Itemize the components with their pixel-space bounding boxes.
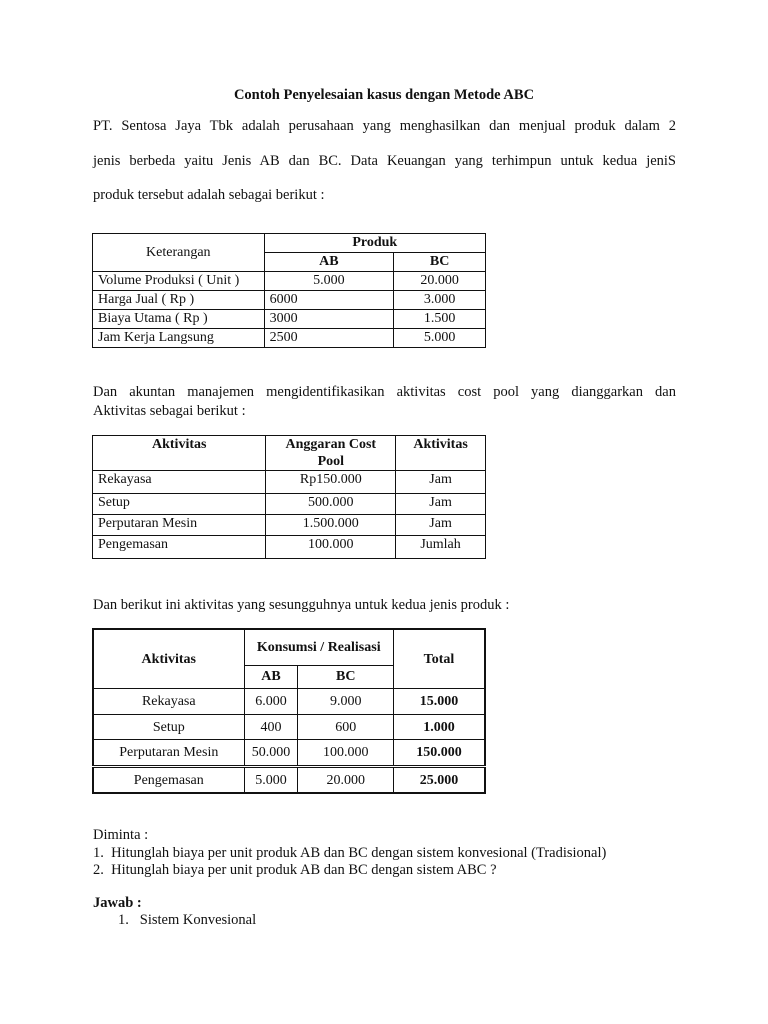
- header-aktivitas: Aktivitas: [93, 436, 266, 471]
- intro-line-1: PT. Sentosa Jaya Tbk adalah perusahaan yang menghasilkan dan menjual produk dalam 2: [93, 118, 676, 134]
- row-label: Harga Jual ( Rp ): [93, 291, 265, 310]
- header-produk: Produk: [264, 234, 485, 253]
- row-total: 25.000: [393, 767, 485, 794]
- row-label: Volume Produksi ( Unit ): [93, 272, 265, 291]
- row-ab: 5.000: [264, 272, 394, 291]
- table-row: [93, 715, 485, 740]
- row-aktivitas: Pengemasan: [93, 767, 244, 794]
- table-row: [93, 291, 486, 310]
- table-row: [93, 329, 486, 348]
- table-row: [93, 740, 485, 767]
- row-satuan: Jam: [396, 515, 486, 536]
- row-bc: 20.000: [298, 767, 393, 794]
- table-row: [93, 471, 486, 494]
- header-anggaran: Anggaran Cost Pool: [266, 436, 396, 471]
- table-row: [93, 767, 485, 794]
- row-ab: 2500: [264, 329, 394, 348]
- header-ab: AB: [264, 253, 394, 272]
- table-row: [93, 494, 486, 515]
- row-aktivitas: Perputaran Mesin: [93, 740, 244, 767]
- row-bc: 20.000: [394, 272, 486, 291]
- row-total: 150.000: [393, 740, 485, 767]
- para3: Dan berikut ini aktivitas yang sesungguhnya untuk kedua jenis produk :: [93, 597, 510, 613]
- header-total: Total: [393, 629, 485, 689]
- header-aktivitas-unit: Aktivitas: [396, 436, 486, 471]
- diminta-label: Diminta :: [93, 827, 149, 843]
- header-konsumsi: Konsumsi / Realisasi: [244, 629, 393, 665]
- row-anggaran: Rp150.000: [266, 471, 396, 494]
- intro-line-3: produk tersebut adalah sebagai berikut :: [93, 187, 325, 203]
- row-aktivitas: Pengemasan: [93, 536, 266, 559]
- row-total: 1.000: [393, 715, 485, 740]
- row-satuan: Jam: [396, 494, 486, 515]
- row-anggaran: 100.000: [266, 536, 396, 559]
- actual-activity-table: [92, 628, 486, 794]
- row-aktivitas: Perputaran Mesin: [93, 515, 266, 536]
- table-row: [93, 515, 486, 536]
- row-bc: 5.000: [394, 329, 486, 348]
- row-label: Jam Kerja Langsung: [93, 329, 265, 348]
- row-ab: 3000: [264, 310, 394, 329]
- row-bc: 9.000: [298, 689, 393, 715]
- row-bc: 1.500: [394, 310, 486, 329]
- row-aktivitas: Setup: [93, 494, 266, 515]
- header-bc: BC: [298, 665, 393, 688]
- table-row: [93, 536, 486, 559]
- jawab-item-1: 1. Sistem Konvesional: [118, 912, 257, 928]
- cost-pool-table: [92, 435, 486, 559]
- row-aktivitas: Setup: [93, 715, 244, 740]
- row-anggaran: 500.000: [266, 494, 396, 515]
- row-bc: 600: [298, 715, 393, 740]
- header-aktivitas: Aktivitas: [93, 629, 244, 689]
- row-aktivitas: Rekayasa: [93, 471, 266, 494]
- product-data-table: [92, 233, 486, 348]
- row-satuan: Jumlah: [396, 536, 486, 559]
- row-total: 15.000: [393, 689, 485, 715]
- row-aktivitas: Rekayasa: [93, 689, 244, 715]
- row-label: Biaya Utama ( Rp ): [93, 310, 265, 329]
- header-ab: AB: [244, 665, 298, 688]
- row-anggaran: 1.500.000: [266, 515, 396, 536]
- diminta-item-1: 1. Hitunglah biaya per unit produk AB dan BC dengan sistem konvesional (Tradisional): [93, 845, 607, 861]
- table-row: [93, 272, 486, 291]
- row-ab: 400: [244, 715, 298, 740]
- header-keterangan: Keterangan: [93, 234, 265, 272]
- diminta-item-2: 2. Hitunglah biaya per unit produk AB dan BC dengan sistem ABC ?: [93, 862, 497, 878]
- row-bc: 3.000: [394, 291, 486, 310]
- document-title: Contoh Penyelesaian kasus dengan Metode ABC: [233, 87, 535, 103]
- row-ab: 6000: [264, 291, 394, 310]
- row-satuan: Jam: [396, 471, 486, 494]
- table-row: [93, 689, 485, 715]
- row-bc: 100.000: [298, 740, 393, 767]
- header-bc: BC: [394, 253, 486, 272]
- para2-line-1: Dan akuntan manajemen mengidentifikasikan aktivitas cost pool yang dianggarkan dan: [93, 384, 676, 400]
- table-row: [93, 310, 486, 329]
- para2-line-2: Aktivitas sebagai berikut :: [93, 403, 246, 419]
- row-ab: 50.000: [244, 740, 298, 767]
- jawab-label: Jawab :: [93, 895, 142, 911]
- intro-line-2: jenis berbeda yaitu Jenis AB dan BC. Data Keuangan yang terhimpun untuk kedua jeniS: [93, 153, 676, 169]
- row-ab: 5.000: [244, 767, 298, 794]
- row-ab: 6.000: [244, 689, 298, 715]
